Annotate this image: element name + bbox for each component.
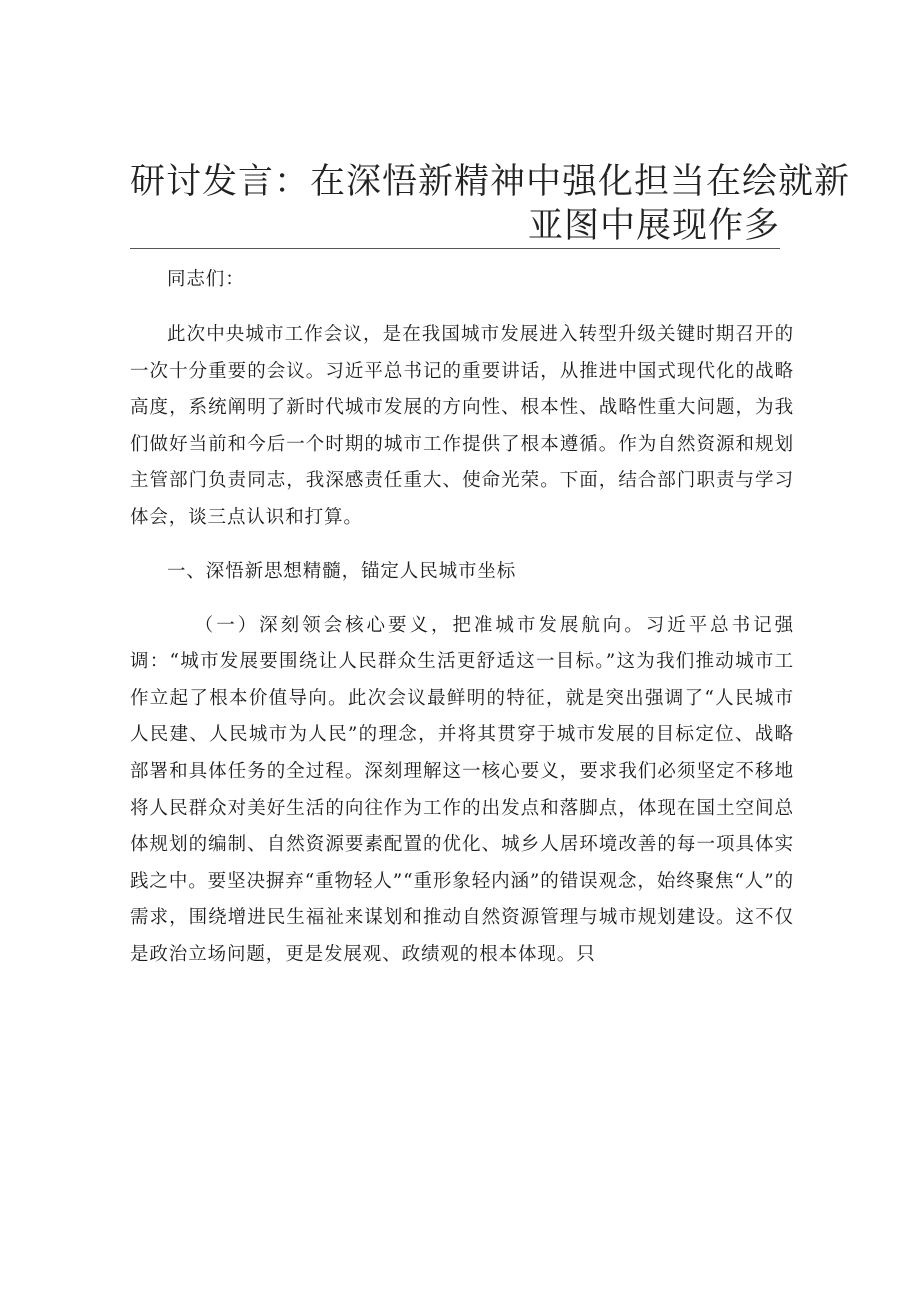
document-body: [130, 262, 794, 974]
section-heading: 一、深悟新思想精髓，锚定人民城市坐标: [167, 560, 517, 582]
intro-paragraph: 此次中央城市工作会议，是在我国城市发展进入转型升级关键时期召开的一次十分重要的会议。习近平总书记的重要讲话，从推进中国式现代化的战略高度，系统阐明了新时代城市发展的方向性、根本性、战略性重大问题，为我们做好当前和今后一个时期的城市工作提供了根本遵循。作为自然资源和规划主管部门负责同志，我深感责任重大、使命光荣。下面，结合部门职责与学习体会，谈三点认识和打算。: [130, 324, 794, 528]
subsection-paragraph: （一）深刻领会核心要义，把准城市发展航向。习近平总书记强调：“城市发展要围绕让人民群众生活更舒适这一目标。”这为我们推动城市工作立起了根本价值导向。此次会议最鲜明的特征，就是突出强调了“人民城市人民建、人民城市为人民”的理念，并将其贯穿于城市发展的目标定位、战略部署和具体任务的全过程。深刻理解这一核心要义，要求我们必须坚定不移地将人民群众对美好生活的向往作为工作的出发点和落脚点，体现在国土空间总体规划的编制、自然资源要素配置的优化、城乡人居环境改善的每一项具体实践之中。要坚决摒弃“重物轻人”“重形象轻内涵”的错误观念，始终聚焦“人”的需求，围绕增进民生福祉来谋划和推动自然资源管理与城市规划建设。这不仅是政治立场问题，更是发展观、政绩观的根本体现。只: [130, 614, 794, 965]
title-line-1: 研讨发言：在深悟新精神中强化担当在绘就新: [130, 162, 851, 202]
title-underline: [130, 248, 780, 249]
salutation: 同志们：: [167, 269, 245, 290]
title-line-2: 亚图中展现作多: [527, 206, 780, 246]
document-title: [130, 160, 851, 248]
